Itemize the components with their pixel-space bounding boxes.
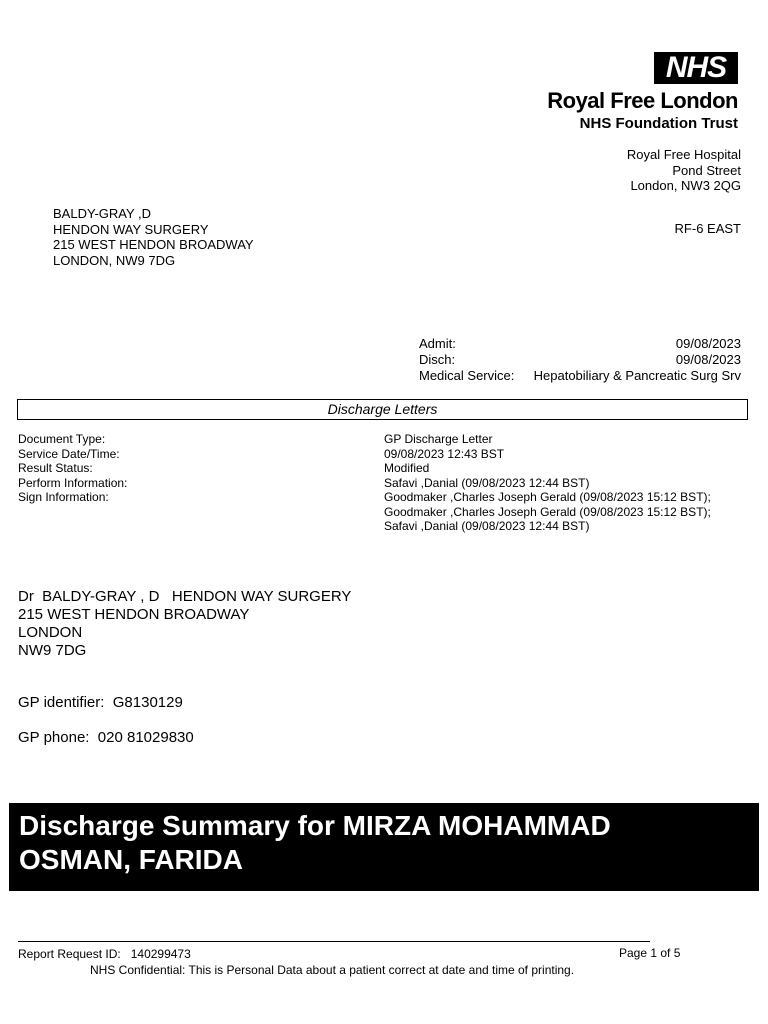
document-info (18, 432, 758, 534)
gp-address-line: NW9 7DG (18, 642, 87, 659)
recipient-address (53, 206, 254, 268)
hospital-address-line: London, NW3 2QG (630, 178, 741, 193)
recipient-address-line: LONDON, NW9 7DG (53, 252, 176, 268)
doc-info-label: Document Type: (18, 432, 106, 446)
recipient-address-line: HENDON WAY SURGERY (53, 221, 209, 237)
admit-value: 09/08/2023 (675, 336, 741, 351)
doc-info-label: Sign Information: (18, 490, 109, 504)
ward-label: RF-6 EAST (674, 221, 741, 236)
gp-address (18, 588, 351, 660)
admit-row (419, 336, 741, 352)
doc-info-label: Perform Information: (18, 475, 128, 490)
discharge-value: 09/08/2023 (675, 352, 741, 367)
gp-phone: GP phone: 020 81029830 (18, 729, 194, 746)
medical-service-row (419, 368, 741, 384)
discharge-summary-banner (9, 803, 759, 891)
recipient-address-line: BALDY-GRAY ,D (53, 206, 152, 221)
nhs-logo: NHS (654, 52, 738, 84)
hospital-address-line: Pond Street (672, 162, 741, 178)
doc-info-row (18, 490, 758, 505)
trust-name: Royal Free London (547, 88, 738, 113)
doc-info-value: 09/08/2023 12:43 BST (384, 446, 505, 461)
report-request-id: Report Request ID: 140299473 (18, 947, 191, 961)
doc-info-value: Safavi ,Danial (09/08/2023 12:44 BST) (384, 519, 590, 533)
doc-info-row (18, 476, 758, 491)
doc-info-value: GP Discharge Letter (384, 432, 493, 446)
trust-subtitle: NHS Foundation Trust (579, 115, 738, 132)
gp-address-line: 215 WEST HENDON BROADWAY (18, 606, 250, 623)
footer-divider (18, 941, 650, 942)
admit-label: Admit: (419, 336, 456, 351)
hospital-address (627, 147, 741, 194)
admission-details (419, 336, 741, 384)
banner-title-line: Discharge Summary for MIRZA MOHAMMAD (19, 810, 611, 841)
section-title: Discharge Letters (17, 399, 748, 420)
doc-info-label (18, 519, 384, 534)
gp-address-line: Dr BALDY-GRAY , D HENDON WAY SURGERY (18, 588, 352, 605)
hospital-address-line: Royal Free Hospital (626, 147, 741, 162)
gp-identifier: GP identifier: G8130129 (18, 694, 183, 711)
doc-info-value: Goodmaker ,Charles Joseph Gerald (09/08/2023 15:12 BST); (384, 504, 711, 519)
doc-info-label (18, 505, 384, 520)
gp-address-line: LONDON (18, 624, 83, 641)
medical-service-label: Medical Service: (419, 368, 515, 383)
medical-service-value: Hepatobiliary & Pancreatic Surg Srv (533, 368, 741, 383)
doc-info-value: Goodmaker ,Charles Joseph Gerald (09/08/2023 15:12 BST); (384, 490, 711, 504)
discharge-row (419, 352, 741, 368)
doc-info-label: Result Status: (18, 461, 93, 475)
recipient-address-line: 215 WEST HENDON BROADWAY (53, 237, 254, 252)
doc-info-label: Service Date/Time: (18, 446, 120, 461)
doc-info-row (18, 432, 758, 447)
banner-title-line: OSMAN, FARIDA (19, 844, 243, 875)
doc-info-value: Modified (384, 461, 430, 475)
doc-info-row (18, 505, 758, 520)
page-number: Page 1 of 5 (619, 946, 681, 960)
doc-info-row (18, 447, 758, 462)
doc-info-row (18, 519, 758, 534)
doc-info-row (18, 461, 758, 476)
confidential-notice: NHS Confidential: This is Personal Data about a patient correct at date and time of printing. (90, 963, 575, 977)
doc-info-value: Safavi ,Danial (09/08/2023 12:44 BST) (384, 475, 590, 490)
discharge-label: Disch: (419, 352, 456, 367)
